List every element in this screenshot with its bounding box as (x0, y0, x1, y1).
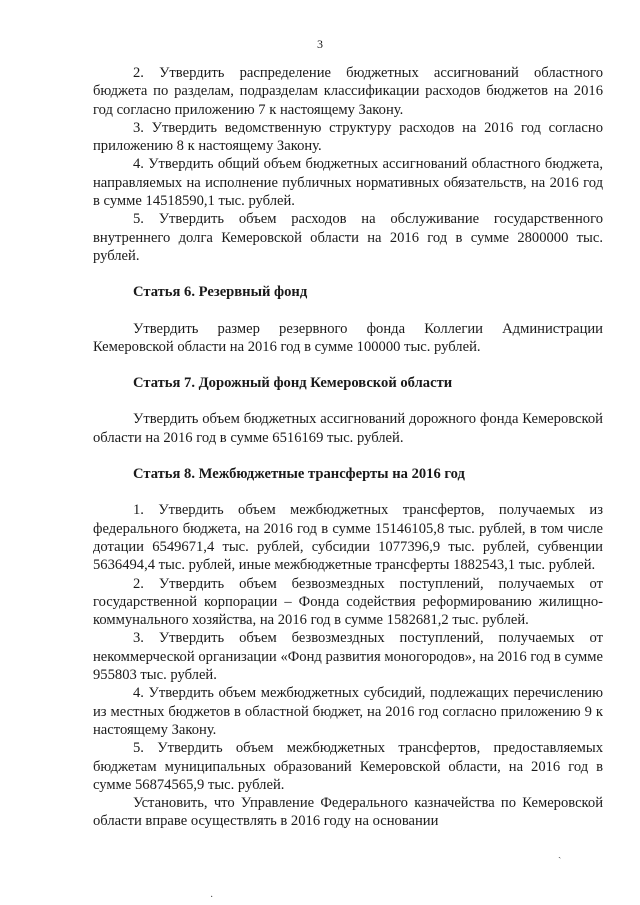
paragraph-art5-item2: 2. Утвердить распределение бюджетных ассигнований областного бюджета по разделам, подразделам классификации расходов бюджетов на 2016 год согласно приложению 7 к настоящему Закону. (93, 65, 603, 118)
heading-article-7: Статья 7. Дорожный фонд Кемеровской области (133, 375, 453, 392)
heading-article-8: Статья 8. Межбюджетные трансферты на 2016 год (133, 466, 465, 483)
paragraph-art8-item4: 4. Утвердить объем межбюджетных субсидий, подлежащих перечислению из местных бюджетов в областной бюджет, на 2016 год согласно приложению 9 к настоящему Закону. (93, 685, 603, 738)
paragraph-art5-item3: 3. Утвердить ведомственную структуру расходов на 2016 год согласно приложению 8 к настоящему Закону. (93, 119, 603, 155)
scan-speck: · (210, 892, 214, 903)
paragraph-art5-item5: 5. Утвердить объем расходов на обслуживание государственного внутреннего долга Кемеровской области на 2016 год в сумме 2800000 тыс. рублей. (93, 211, 603, 264)
paragraph-art8-item3: 3. Утвердить объем безвозмездных поступлений, получаемых от некоммерческой организации «Фонд развития моногородов», на 2016 год в сумме 955803 тыс. рублей. (93, 630, 603, 684)
paragraph-art5-item4: 4. Утвердить общий объем бюджетных ассигнований областного бюджета, направляемых на исполнение публичных нормативных обязательств, на 2016 год в сумме 14518590,1 тыс. рублей. (93, 156, 603, 210)
paragraph-art8-item2: 2. Утвердить объем безвозмездных поступлений, получаемых от государственной корпорации – Фонда содействия реформированию жилищно-коммунального хозяйства, на 2016 год в сумме 1582681,2 тыс. рублей. (93, 575, 603, 629)
scan-speck: ˎ (558, 848, 562, 859)
paragraph-reserve-fund: Утвердить размер резервного фонда Коллегии Администрации Кемеровской области на 2016 год в сумме 100000 тыс. рублей. (93, 320, 603, 355)
heading-article-6: Статья 6. Резервный фонд (133, 284, 308, 301)
paragraph-road-fund: Утвердить объем бюджетных ассигнований дорожного фонда Кемеровской области на 2016 год в сумме 6516169 тыс. рублей. (93, 411, 603, 446)
page-number: 3 (317, 37, 323, 51)
paragraph-treasury: Установить, что Управление Федерального казначейства по Кемеровской области вправе осуществлять в 2016 году на основании (93, 795, 603, 830)
paragraph-art8-item5: 5. Утвердить объем межбюджетных трансфертов, предоставляемых бюджетам муниципальных образований Кемеровской области, на 2016 год в сумме 56874565,9 тыс. рублей. (93, 740, 603, 793)
document-body (93, 64, 603, 831)
paragraph-art8-item1: 1. Утвердить объем межбюджетных трансфертов, получаемых из федерального бюджета, на 2016 год в сумме 15146105,8 тыс. рублей, в том числе дотации 6549671,4 тыс. рублей, субсидии 1077396,9 тыс. рублей, субвенции 5636494,4 тыс. рублей, иные межбюджетные трансферты 1882543,1 тыс. рублей. (93, 502, 603, 574)
